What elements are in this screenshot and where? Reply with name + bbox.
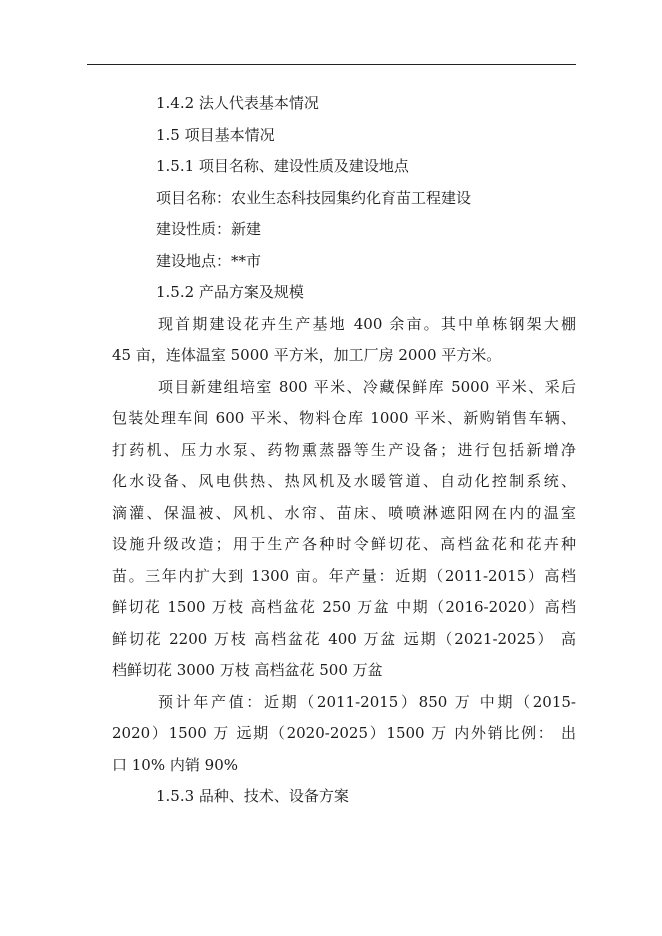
project-location-line: 建设地点：**市 (156, 251, 262, 270)
paragraph-line: 设施升级改造；用于生产各种时令鲜切花、高档盆花和花卉种 (112, 535, 576, 553)
paragraph-line: 45 亩，连体温室 5000 平方米，加工厂房 2000 平方米。 (112, 346, 502, 364)
paragraph-line: 口 10% 内销 90% (112, 755, 238, 774)
paragraph-output-value (112, 687, 576, 782)
paragraph-line: 滴灌、保温被、风机、水帘、苗床、喷喷淋遮阳网在内的温室 (112, 503, 576, 522)
paragraph-line: 鲜切花 1500 万枝 高档盆花 250 万盆 中期（2016-2020）高档 (112, 598, 576, 616)
project-name-line: 项目名称：农业生态科技园集约化育苗工程建设 (156, 188, 472, 207)
paragraph-line: 打药机、压力水泵、药物熏蒸器等生产设备；进行包括新增净 (112, 440, 576, 459)
paragraph-line: 鲜切花 2200 万枝 高档盆花 400 万盆 远期（2021-2025） 高 (112, 629, 576, 648)
heading-1-5: 1.5 项目基本情况 (156, 125, 275, 144)
header-rule (87, 64, 576, 65)
paragraph-line: 2020）1500 万 远期（2020-2025）1500 万 内外销比例： 出 (112, 724, 576, 742)
paragraph-line: 项目新建组培室 800 平米、冷藏保鲜库 5000 平米、采后 (158, 377, 576, 396)
document-body (112, 88, 576, 813)
paragraph-line: 化水设备、风电供热、热风机及水暖管道、自动化控制系统、 (112, 472, 576, 490)
heading-1-5-2: 1.5.2 产品方案及规模 (156, 283, 304, 301)
paragraph-line: 预计年产值：近期（2011-2015）850 万 中期（2015- (158, 692, 576, 711)
paragraph-new-construction (112, 372, 576, 687)
heading-1-5-1: 1.5.1 项目名称、建设性质及建设地点 (156, 157, 409, 175)
paragraph-line: 档鲜切花 3000 万枝 高档盆花 500 万盆 (112, 661, 383, 679)
paragraph-line: 现首期建设花卉生产基地 400 余亩。其中单栋钢架大棚 (158, 314, 576, 333)
heading-1-5-3: 1.5.3 品种、技术、设备方案 (156, 787, 349, 805)
paragraph-line: 苗。三年内扩大到 1300 亩。年产量：近期（2011-2015）高档 (112, 566, 576, 585)
paragraph-base-scale (112, 309, 576, 372)
project-nature-line: 建设性质：新建 (156, 220, 262, 238)
paragraph-line: 包装处理车间 600 平米、物料仓库 1000 平米、新购销售车辆、 (112, 409, 576, 427)
heading-1-4-2: 1.4.2 法人代表基本情况 (156, 94, 319, 112)
